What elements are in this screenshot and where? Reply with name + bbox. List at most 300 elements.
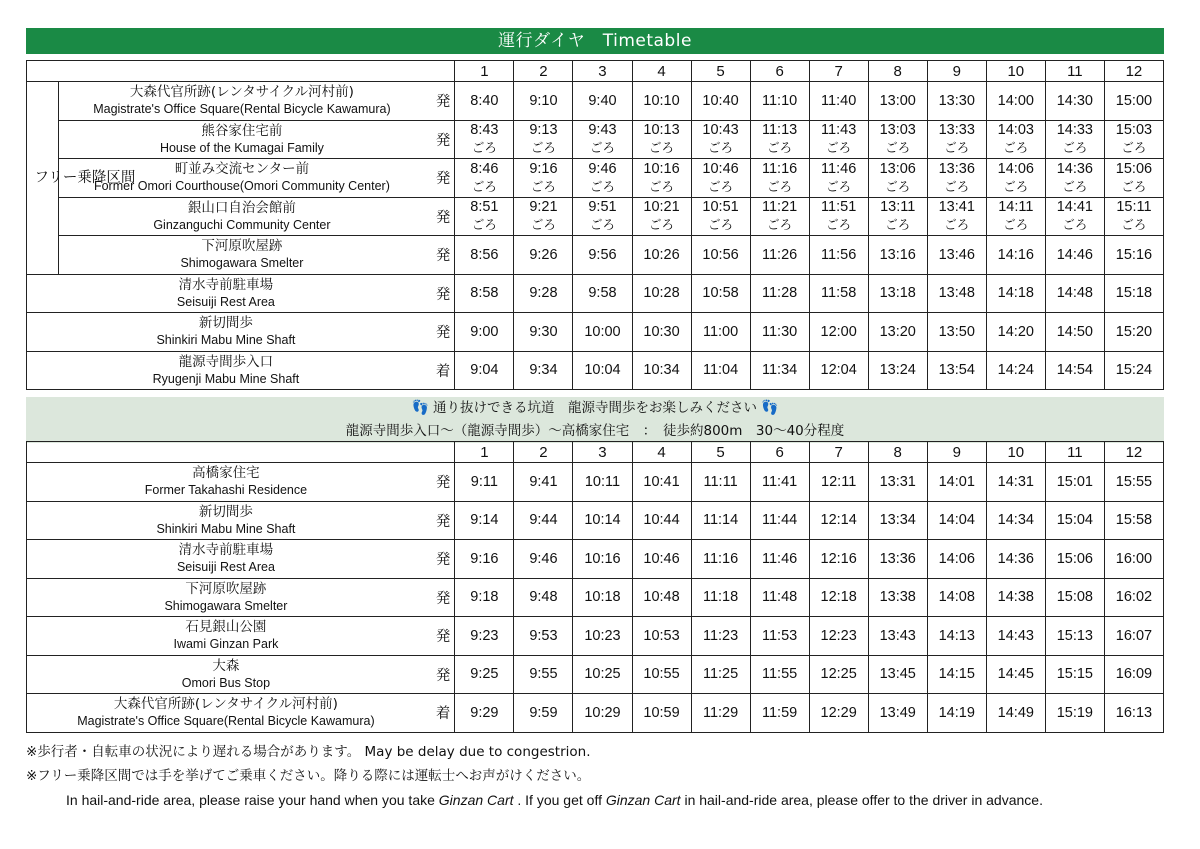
departure-time [691,120,750,159]
stop-name-ja: 銀山口自治会館前 [187,199,296,216]
time-value: 10:04 [584,362,621,379]
departure-time [750,694,809,733]
departure-mark: 発 [425,82,455,121]
departure-time [986,82,1045,121]
time-value: 15:15 [1056,666,1093,683]
time-value: 14:24 [997,362,1034,379]
departure-time [927,578,986,617]
time-value: 9:43 [588,122,617,139]
departure-time [809,351,868,390]
time-value: 13:54 [938,362,975,379]
time-value: 13:30 [938,92,975,109]
departure-time [573,197,632,236]
departure-time [927,501,986,540]
trip-number: 3 [573,442,632,463]
time-value: 13:46 [938,246,975,263]
approx-label: ごろ [1062,178,1088,194]
departure-time [750,655,809,694]
approx-label: ごろ [649,140,675,156]
departure-time [514,274,573,313]
time-value: 15:24 [1115,362,1153,379]
note-hailride-ja: ※フリー乗降区間では手を挙げてご乗車ください。降りる際には運転士へお声がけください。 [26,768,591,784]
departure-time [691,463,750,502]
approx-label: ごろ [826,178,852,194]
stop-row [27,694,1164,733]
timetable-title: 運行ダイヤ Timetable [26,28,1164,54]
departure-time [868,655,927,694]
time-value: 14:01 [938,473,975,490]
time-value: 10:16 [643,160,680,177]
time-value: 15:03 [1115,122,1153,139]
stop-name-ja: 石見銀山公園 [185,619,267,636]
approx-label: ごろ [471,140,497,156]
approx-label: ごろ [1003,217,1029,233]
time-value: 14:06 [938,550,975,567]
time-value: 9:18 [470,589,499,606]
departure-time [986,159,1045,198]
departure-time [986,236,1045,275]
departure-time [514,313,573,352]
approx-label: ごろ [767,140,793,156]
departure-time [573,540,632,579]
departure-time [691,578,750,617]
trip-number: 8 [868,61,927,82]
approx-label: ごろ [530,140,556,156]
stop-row [27,120,1164,159]
time-value: 13:41 [938,199,975,216]
trip-number: 7 [809,61,868,82]
trip-number: 2 [514,61,573,82]
departure-time [986,540,1045,579]
time-value: 9:46 [529,550,558,567]
time-value: 14:11 [998,199,1034,216]
time-value: 13:31 [879,473,916,490]
trip-number: 10 [986,61,1045,82]
time-value: 10:16 [584,550,621,567]
time-value: 12:00 [820,323,857,340]
departure-time [868,501,927,540]
departure-time [986,351,1045,390]
trip-number: 8 [868,442,927,463]
departure-time [868,120,927,159]
departure-time [455,351,514,390]
departure-time [573,501,632,540]
time-value: 14:30 [1056,92,1093,109]
departure-time [514,578,573,617]
time-value: 11:51 [821,199,857,216]
time-value: 14:16 [997,246,1034,263]
departure-time [1104,617,1163,656]
stop-row [27,463,1164,502]
time-value: 15:13 [1056,627,1093,644]
time-value: 12:11 [821,473,857,490]
approx-label: ごろ [530,217,556,233]
departure-time [1045,197,1104,236]
time-value: 11:46 [762,550,798,567]
departure-time [573,274,632,313]
approx-label: ごろ [944,140,970,156]
departure-time [691,501,750,540]
inbound-timetable [26,441,1164,733]
time-value: 10:28 [643,285,680,302]
time-value: 14:04 [938,512,975,529]
departure-time [927,351,986,390]
departure-time [573,313,632,352]
time-value: 9:11 [470,473,498,490]
time-value: 11:56 [821,246,857,263]
departure-time [514,120,573,159]
time-value: 13:18 [879,285,916,302]
stop-name [27,655,425,694]
time-value: 11:46 [821,160,857,177]
approx-label: ごろ [649,217,675,233]
departure-time [455,617,514,656]
approx-label: ごろ [1121,217,1147,233]
time-value: 16:13 [1115,704,1153,721]
stop-name-en: Former Omori Courthouse(Omori Community Center) [93,179,390,194]
departure-time [573,463,632,502]
stop-name-en: Seisuiji Rest Area [176,560,275,575]
departure-time [750,540,809,579]
departure-time [514,197,573,236]
departure-time [514,463,573,502]
departure-time [986,120,1045,159]
departure-time [1104,120,1163,159]
approx-label: ごろ [1062,140,1088,156]
time-value: 11:16 [762,160,798,177]
departure-mark: 発 [425,274,455,313]
stop-name-en: Shimogawara Smelter [164,598,288,613]
time-value: 13:48 [938,285,975,302]
time-value: 10:29 [584,704,621,721]
departure-time [809,540,868,579]
departure-time [632,501,691,540]
trip-number: 9 [927,442,986,463]
stop-row [27,655,1164,694]
departure-time [455,655,514,694]
time-value: 14:50 [1056,323,1093,340]
time-value: 14:15 [938,666,975,683]
time-value: 13:36 [938,160,975,177]
time-value: 10:43 [702,122,739,139]
departure-time [514,236,573,275]
departure-time [750,578,809,617]
time-value: 10:58 [702,285,739,302]
stop-row [27,197,1164,236]
stop-name-en: Seisuiji Rest Area [176,294,275,309]
departure-time [573,655,632,694]
time-value: 14:18 [997,285,1034,302]
departure-time [1104,351,1163,390]
trip-number: 2 [514,442,573,463]
time-value: 10:46 [702,160,739,177]
time-value: 14:34 [997,512,1034,529]
departure-time [573,82,632,121]
stop-name [27,274,425,313]
departure-time [986,274,1045,313]
departure-time [455,463,514,502]
departure-time [632,617,691,656]
time-value: 11:59 [762,704,798,721]
departure-time [1045,236,1104,275]
departure-time [573,236,632,275]
departure-time [514,351,573,390]
departure-time [1104,313,1163,352]
time-value: 10:44 [643,512,680,529]
departure-time [1045,351,1104,390]
departure-time [632,120,691,159]
departure-time [809,120,868,159]
departure-time [455,120,514,159]
departure-time [691,617,750,656]
departure-time [750,159,809,198]
departure-time [1045,694,1104,733]
time-value: 14:48 [1056,285,1093,302]
stop-name-ja: 清水寺前駐車場 [178,542,274,559]
departure-time [455,540,514,579]
time-value: 14:31 [997,473,1034,490]
departure-time [691,694,750,733]
time-value: 9:21 [529,199,558,216]
departure-time [750,120,809,159]
time-value: 11:55 [762,666,798,683]
departure-time [455,159,514,198]
departure-time [809,159,868,198]
time-value: 14:36 [1056,160,1093,177]
departure-time [1045,540,1104,579]
departure-time [809,274,868,313]
time-value: 14:38 [997,589,1034,606]
departure-mark: 発 [425,159,455,198]
time-value: 15:20 [1115,323,1153,340]
departure-time [1045,617,1104,656]
stop-row [27,236,1164,275]
departure-time [632,159,691,198]
departure-time [1104,655,1163,694]
departure-time [1045,159,1104,198]
time-value: 12:29 [820,704,857,721]
time-value: 11:26 [762,246,798,263]
time-value: 10:53 [643,627,680,644]
departure-time [455,501,514,540]
stop-name-en: Magistrate's Office Square(Rental Bicycle Kawamura) [77,714,375,729]
time-value: 15:01 [1056,473,1093,490]
time-value: 10:55 [643,666,680,683]
time-value: 15:16 [1115,246,1153,263]
stop-name [27,617,425,656]
time-value: 10:25 [584,666,621,683]
time-value: 11:21 [762,199,798,216]
departure-time [927,274,986,313]
departure-time [1104,274,1163,313]
time-value: 11:25 [702,666,739,683]
time-value: 16:07 [1115,627,1153,644]
time-value: 9:16 [529,160,558,177]
departure-time [455,313,514,352]
stop-name-ja: 大森代官所跡(レンタサイクル河村前) [129,84,354,101]
departure-mark: 発 [425,313,455,352]
departure-time [927,617,986,656]
departure-time [632,274,691,313]
time-value: 9:40 [588,92,617,109]
time-value: 13:38 [879,589,916,606]
departure-time [514,159,573,198]
time-value: 8:40 [470,92,499,109]
departure-time [809,197,868,236]
departure-mark: 発 [425,120,455,159]
time-value: 11:14 [702,512,739,529]
time-value: 10:11 [584,473,621,490]
time-value: 11:28 [762,285,798,302]
time-value: 9:00 [470,323,499,340]
time-value: 10:21 [643,199,680,216]
departure-time [1104,540,1163,579]
stop-name [59,82,425,121]
time-value: 12:23 [820,627,857,644]
departure-mark: 着 [425,351,455,390]
trip-number: 11 [1045,442,1104,463]
approx-label: ごろ [649,178,675,194]
approx-label: ごろ [1121,140,1147,156]
departure-time [750,501,809,540]
time-value: 16:00 [1115,550,1153,567]
stop-name-ja: 熊谷家住宅前 [201,122,283,139]
walking-route-text: 龍源寺間歩入口～（龍源寺間歩）～高橋家住宅 ： 徒歩約800m 30～40分程度 [345,423,845,439]
time-value: 10:18 [584,589,621,606]
trip-number: 4 [632,442,691,463]
time-value: 10:46 [643,550,680,567]
departure-mark: 発 [425,501,455,540]
time-value: 10:41 [643,473,680,490]
time-value: 13:45 [879,666,916,683]
approx-label: ごろ [826,217,852,233]
time-value: 11:48 [762,589,798,606]
time-value: 15:58 [1115,512,1153,529]
stop-name-ja: 高橋家住宅 [192,465,260,482]
time-value: 15:04 [1056,512,1093,529]
approx-label: ごろ [826,140,852,156]
departure-time [573,578,632,617]
departure-time [986,655,1045,694]
approx-label: ごろ [944,178,970,194]
approx-label: ごろ [589,178,615,194]
stop-name-ja: 新切間歩 [198,503,253,520]
time-value: 10:26 [643,246,680,263]
trip-number: 1 [455,61,514,82]
departure-time [691,159,750,198]
time-value: 9:58 [588,285,617,302]
time-value: 11:11 [703,473,738,490]
stop-row [27,540,1164,579]
time-value: 11:44 [762,512,798,529]
time-value: 15:19 [1056,704,1093,721]
note-delay: ※歩行者・自転車の状況により遅れる場合があります。 May be delay due to congestrion. [26,744,591,760]
walking-tunnel-text: 通り抜けできる坑道 龍源寺間歩をお楽しみください [433,400,757,416]
time-value: 12:04 [820,362,857,379]
footprints-icon: 👣 [761,400,779,416]
departure-time [986,197,1045,236]
departure-time [927,159,986,198]
departure-time [1045,655,1104,694]
time-value: 11:43 [821,122,857,139]
approx-label: ごろ [471,178,497,194]
departure-time [1104,501,1163,540]
departure-time [632,694,691,733]
stop-name [27,313,425,352]
departure-time [986,578,1045,617]
stop-name-ja: 下河原吹屋跡 [201,238,283,255]
stop-name-en: Iwami Ginzan Park [173,637,279,652]
time-value: 9:44 [529,512,558,529]
departure-time [809,655,868,694]
stop-row [27,313,1164,352]
time-value: 13:16 [879,246,916,263]
time-value: 15:06 [1056,550,1093,567]
time-value: 11:23 [702,627,739,644]
time-value: 15:06 [1115,160,1153,177]
approx-label: ごろ [708,178,734,194]
departure-time [809,694,868,733]
departure-time [632,82,691,121]
departure-time [868,578,927,617]
departure-time [1045,313,1104,352]
stop-name-ja: 大森 [212,657,240,674]
departure-time [986,617,1045,656]
time-value: 14:19 [938,704,975,721]
departure-time [514,694,573,733]
departure-time [927,82,986,121]
departure-time [691,540,750,579]
departure-time [573,351,632,390]
stop-name [59,197,425,236]
departure-time [868,159,927,198]
stop-name-en: Former Takahashi Residence [144,483,308,498]
stop-name [59,236,425,275]
time-value: 9:30 [529,323,558,340]
departure-time [514,655,573,694]
departure-time [691,313,750,352]
time-value: 13:34 [879,512,916,529]
approx-label: ごろ [944,217,970,233]
departure-time [809,578,868,617]
time-value: 10:34 [643,362,680,379]
time-value: 13:06 [879,160,916,177]
stop-name-en: Ginzanguchi Community Center [153,217,331,232]
approx-label: ごろ [885,217,911,233]
time-value: 8:56 [470,246,499,263]
time-value: 14:43 [997,627,1034,644]
approx-label: ごろ [589,140,615,156]
time-value: 10:51 [702,199,739,216]
time-value: 15:18 [1115,285,1153,302]
approx-label: ごろ [767,217,793,233]
departure-time [927,197,986,236]
time-value: 9:55 [529,666,558,683]
time-value: 12:18 [820,589,857,606]
time-value: 8:46 [470,160,499,177]
time-value: 9:14 [470,512,499,529]
departure-time [632,655,691,694]
stop-name-ja: 新切間歩 [198,315,253,332]
time-value: 13:00 [879,92,916,109]
departure-time [809,617,868,656]
note-hailride-en: In hail-and-ride area, please raise your hand when you take Ginzan Cart . If you get off Ginzan Cart in hail-and-ride area, please offer to the driver in advance. [66,792,1043,808]
time-value: 11:34 [762,362,798,379]
time-value: 14:06 [997,160,1034,177]
departure-time [868,236,927,275]
stop-name [27,501,425,540]
departure-time [1104,463,1163,502]
